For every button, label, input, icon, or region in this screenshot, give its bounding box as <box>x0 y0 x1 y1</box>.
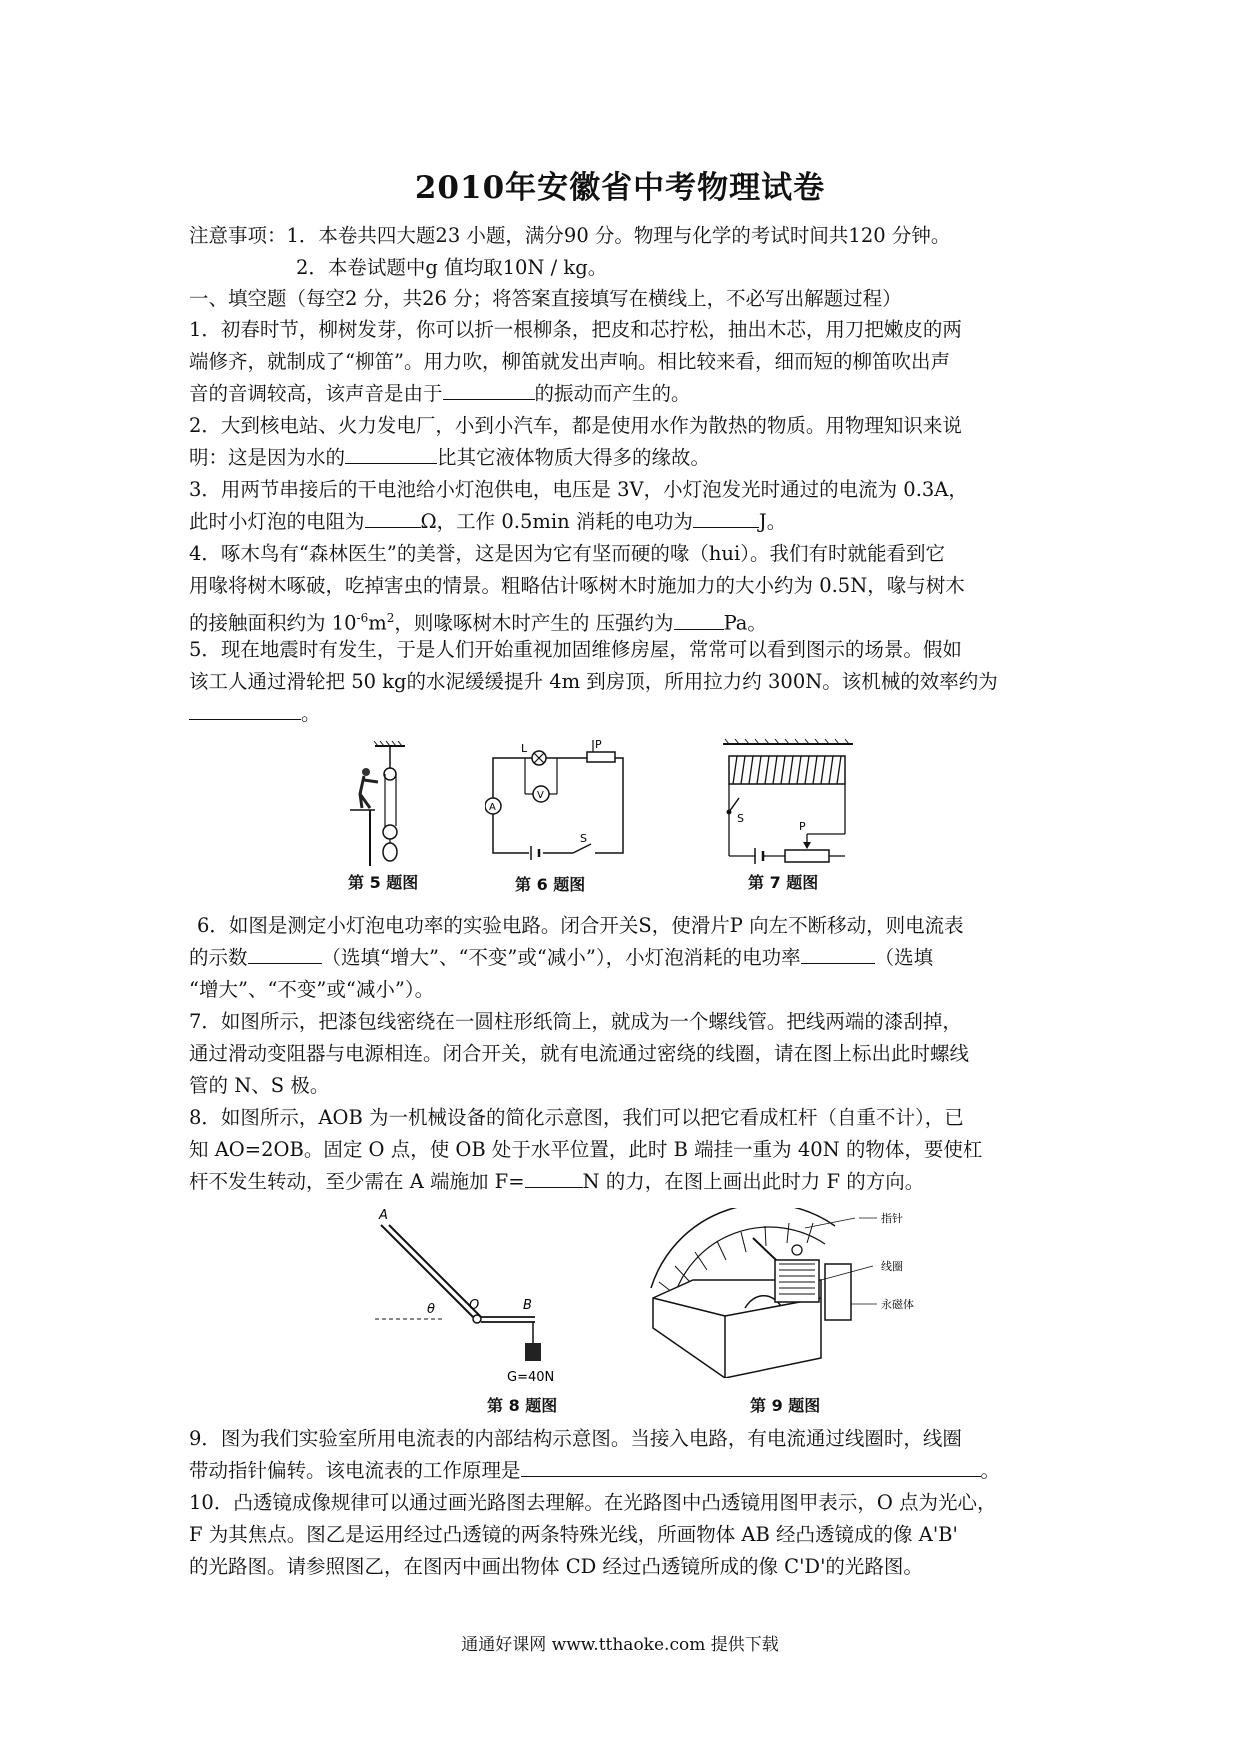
q4-exponent: -6 <box>356 611 369 625</box>
q2-text-a: 明：这是因为水的 <box>189 446 346 469</box>
q3-text-b: Ω，工作 0.5min 消耗的电功为 <box>420 510 693 533</box>
q9-text-b: 。 <box>980 1459 1001 1482</box>
q1-text-a: 音的音调较高，该声音是由于 <box>189 382 443 405</box>
q2-line-2 <box>189 442 1059 474</box>
q6-text-a: 的示数 <box>189 946 248 969</box>
q9-line-1: 9．图为我们实验室所用电流表的内部结构示意图。当接入电路，有电流通过线圈时，线圈 <box>189 1427 962 1450</box>
notes-line-2: 2．本卷试题中g 值均取10N / kg。 <box>296 256 608 279</box>
figure-8-caption: 第 8 题图 <box>487 1396 558 1415</box>
f9-label-magnet: 永磁体 <box>881 1298 914 1311</box>
q3-text-c: J。 <box>758 510 787 533</box>
q4-text-d: Pa。 <box>723 611 767 635</box>
q6-line-2 <box>189 942 1059 974</box>
figure-5-pulley <box>340 738 450 868</box>
q4-text-c: ，则喙啄树木时产生的 压强约为 <box>394 611 674 635</box>
q9-line-2 <box>189 1455 1059 1487</box>
q9-answer-blank[interactable] <box>521 1456 981 1477</box>
figure-8-lever <box>375 1205 585 1390</box>
q10-line-1: 10．凸透镜成像规律可以通过画光路图去理解。在光路图中凸透镜用图甲表示，O 点为光心， <box>189 1491 997 1514</box>
q4-line-2: 用喙将树木啄破，吃掉害虫的情景。粗略估计啄树木时施加力的大小约为 0.5N，喙与树木 <box>189 574 965 597</box>
f8-label-g: G=40N <box>507 1370 555 1385</box>
f6-label-v: V <box>537 790 544 801</box>
q4-answer-blank[interactable] <box>674 609 724 630</box>
f8-label-a: A <box>379 1208 388 1223</box>
q5-line-2: 该工人通过滑轮把 50 kg的水泥缓缓提升 4m 到房顶，所用拉力约 300N。该机械的效率约为 <box>189 670 998 693</box>
q5-text-end: 。 <box>301 702 321 725</box>
q1-text-b: 的振动而产生的。 <box>534 382 691 405</box>
figure-9-ammeter <box>645 1208 935 1378</box>
f9-label-coil: 线圈 <box>881 1260 903 1273</box>
q2-text-b: 比其它液体物质大得多的缘故。 <box>437 446 711 469</box>
q6-power-blank[interactable] <box>801 943 875 964</box>
q7-line-3: 管的 N、S 极。 <box>189 1074 330 1097</box>
figure-7-solenoid <box>715 738 865 868</box>
f6-label-l: L <box>521 742 528 755</box>
q6-text-c: （选填 <box>874 946 934 969</box>
q7-line-2: 通过滑动变阻器与电源相连。闭合开关，就有电流通过密绕的线圈，请在图上标出此时螺线 <box>189 1042 970 1065</box>
q2-line-1: 2．大到核电站、火力发电厂，小到小汽车，都是使用水作为散热的物质。用物理知识来说 <box>189 414 962 437</box>
q9-text-a: 带动指针偏转。该电流表的工作原理是 <box>189 1459 521 1482</box>
q3-resistance-blank[interactable] <box>365 507 421 528</box>
q8-text-b: N 的力，在图上画出此时力 F 的方向。 <box>582 1170 925 1193</box>
q10-line-3: 的光路图。请参照图乙，在图丙中画出物体 CD 经过凸透镜所成的像 C'D'的光路图。 <box>189 1555 923 1578</box>
q4-text-b: m <box>368 611 387 635</box>
q4-exponent-2: 2 <box>386 611 395 625</box>
notes-line-1: 注意事项：1．本卷共四大题23 小题，满分90 分。物理与化学的考试时间共120 分钟。 <box>189 224 951 247</box>
q2-answer-blank[interactable] <box>345 443 437 464</box>
q8-line-1: 8．如图所示，AOB 为一机械设备的简化示意图，我们可以把它看成杠杆（自重不计），已 <box>189 1106 964 1129</box>
figure-6-caption: 第 6 题图 <box>515 875 586 894</box>
q1-line-1: 1．初春时节，柳树发芽，你可以折一根柳条，把皮和芯拧松，抽出木芯，用刀把嫩皮的两 <box>189 318 962 341</box>
q6-current-blank[interactable] <box>248 943 322 964</box>
q5-line-1: 5．现在地震时有发生，于是人们开始重视加固维修房屋，常常可以看到图示的场景。假如 <box>189 638 962 661</box>
page-title: 2010年安徽省中考物理试卷 <box>414 170 826 206</box>
f8-label-o: O <box>469 1298 480 1313</box>
f6-label-s: S <box>580 832 587 845</box>
q3-work-blank[interactable] <box>693 507 759 528</box>
figure-9-caption: 第 9 题图 <box>750 1396 821 1415</box>
f8-label-b: B <box>523 1298 532 1313</box>
q5-line-3 <box>189 698 1059 730</box>
q8-text-a: 杆不发生转动，至少需在 A 端施加 F= <box>189 1170 525 1193</box>
f6-label-p: P <box>595 738 602 751</box>
q7-line-1: 7．如图所示，把漆包线密绕在一圆柱形纸筒上，就成为一个螺线管。把线两端的漆刮掉， <box>189 1010 962 1033</box>
f8-label-theta: θ <box>427 1302 435 1317</box>
q8-force-blank[interactable] <box>525 1167 583 1188</box>
q3-line-2 <box>189 506 1059 538</box>
q8-line-2: 知 AO=2OB。固定 O 点，使 OB 处于水平位置，此时 B 端挂一重为 40N 的物体，要使杠 <box>189 1138 983 1161</box>
figure-7-caption: 第 7 题图 <box>748 873 819 892</box>
q1-answer-blank[interactable] <box>443 379 535 400</box>
q3-text-a: 此时小灯泡的电阻为 <box>189 510 365 533</box>
q1-line-3 <box>189 378 1059 410</box>
f6-label-a: A <box>489 802 496 813</box>
q6-text-b: （选填“增大”、“不变”或“减小”），小灯泡消耗的电功率 <box>321 946 801 969</box>
figure-6-circuit <box>485 738 645 866</box>
f9-label-pointer: 指针 <box>881 1212 903 1225</box>
q10-line-2: F 为其焦点。图乙是运用经过凸透镜的两条特殊光线，所画物体 AB 经凸透镜成的像 A'B' <box>189 1523 958 1546</box>
f7-label-s: S <box>737 812 744 825</box>
q6-line-3: “增大”、“不变”或“减小”）。 <box>189 978 435 1001</box>
q6-line-1: 6．如图是测定小灯泡电功率的实验电路。闭合开关S，使滑片P 向左不断移动，则电流表 <box>197 914 964 937</box>
q4-line-1: 4．啄木鸟有“森林医生”的美誉，这是因为它有坚而硬的喙（hui）。我们有时就能看到它 <box>189 542 945 565</box>
q1-line-2: 端修齐，就制成了“柳笛”。用力吹，柳笛就发出声响。相比较来看，细而短的柳笛吹出声 <box>189 350 950 373</box>
section-heading: 一、填空题（每空2 分，共26 分；将答案直接填写在横线上，不必写出解题过程） <box>189 287 902 310</box>
f7-label-p: P <box>799 820 806 833</box>
q5-answer-blank[interactable] <box>189 699 301 720</box>
q4-text-a: 的接触面积约为 10 <box>189 611 357 635</box>
q3-line-1: 3．用两节串接后的干电池给小灯泡供电，电压是 3V，小灯泡发光时通过的电流为 0.3A， <box>189 478 968 501</box>
figure-5-caption: 第 5 题图 <box>348 873 419 892</box>
q8-line-3 <box>189 1166 1059 1198</box>
footer-source: 通通好课网 www.tthaoke.com 提供下载 <box>461 1635 779 1655</box>
